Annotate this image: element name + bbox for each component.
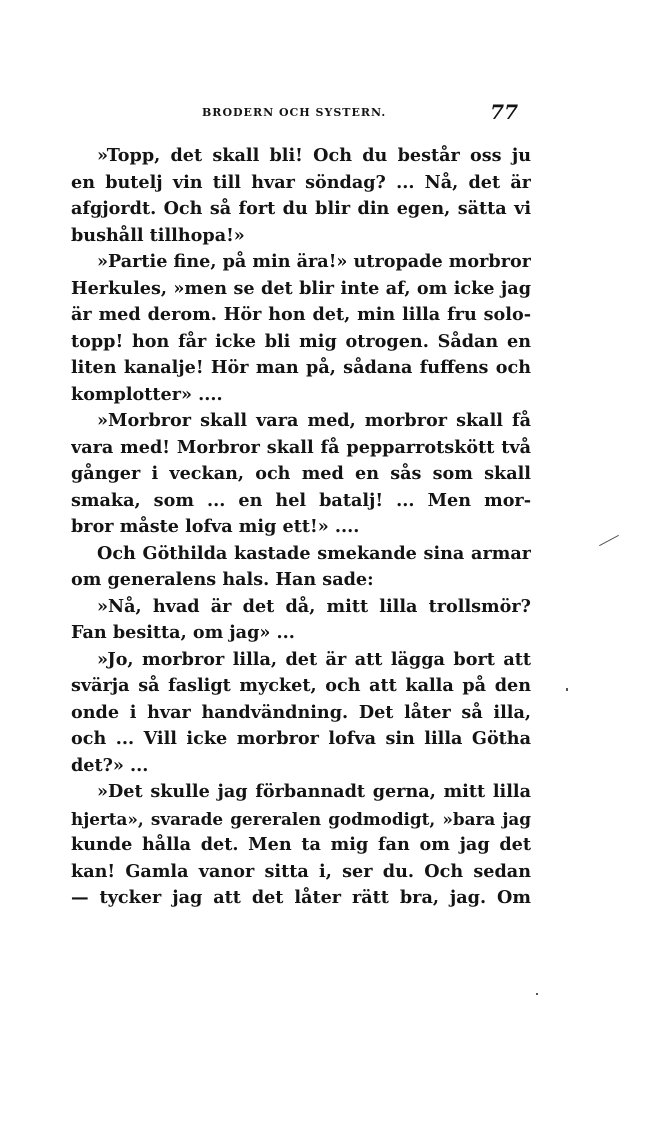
body-text <box>71 143 531 912</box>
text-line: bror måste lofva mig ett!» .... <box>71 516 360 537</box>
running-title: BRODERN OCH SYSTERN. <box>202 106 387 119</box>
text-line: afgjordt. Och så fort du blir din egen, sätta vi <box>71 198 531 219</box>
text-line: liten kanalje! Hör man på, sådana fuffens och <box>71 357 531 378</box>
margin-mark <box>536 993 538 995</box>
text-line: hjerta», svarade gereralen godmodigt, »bara jag <box>71 808 531 829</box>
text-line: »Nå, hvad är det då, mitt lilla trollsmör? <box>97 595 531 617</box>
text-line: om generalens hals. Han sade: <box>71 569 374 590</box>
text-line: Fan besitta, om jag» ... <box>71 622 295 643</box>
text-line: »Jo, morbror lilla, det är att lägga bort att <box>97 648 531 670</box>
text-line: »Morbror skall vara med, morbror skall få <box>97 410 531 431</box>
text-line: det?» ... <box>71 754 149 776</box>
text-line: kan! Gamla vanor sitta i, ser du. Och sedan <box>71 860 531 882</box>
text-line: — tycker jag att det låter rätt bra, jag. Om <box>71 887 531 908</box>
text-line: komplotter» .... <box>71 383 223 405</box>
text-line: onde i hvar handvändning. Det låter så illa, <box>71 701 531 723</box>
text-line: kunde hålla det. Men ta mig fan om jag det <box>71 834 531 855</box>
text-line: gånger i veckan, och med en sås som skall <box>71 463 531 484</box>
margin-mark <box>599 535 619 546</box>
text-line: är med derom. Hör hon det, min lilla fru solo- <box>71 304 531 325</box>
page-number: 77 <box>490 100 518 124</box>
text-line: en butelj vin till hvar söndag? ... Nå, det är <box>71 171 531 193</box>
text-line: »Topp, det skall bli! Och du består oss ju <box>97 145 531 166</box>
text-line: smaka, som ... en hel batalj! ... Men mor- <box>71 489 531 511</box>
margin-mark <box>566 688 568 691</box>
text-line: topp! hon får icke bli mig otrogen. Sådan en <box>71 330 531 352</box>
text-line: Och Göthilda kastade smekande sina armar <box>97 542 531 564</box>
text-line: bushåll tillhopa!» <box>71 224 245 246</box>
text-line: vara med! Morbror skall få pepparrotskött två <box>71 436 531 458</box>
text-line: »Partie fine, på min ära!» utropade morbror <box>97 251 531 272</box>
text-line: och ... Vill icke morbror lofva sin lilla Götha <box>71 728 531 749</box>
text-line: »Det skulle jag förbannadt gerna, mitt lilla <box>97 781 531 802</box>
text-line: svärja så fasligt mycket, och att kalla på den <box>71 675 531 696</box>
running-head <box>190 100 530 128</box>
text-line: Herkules, »men se det blir inte af, om icke jag <box>71 277 531 299</box>
